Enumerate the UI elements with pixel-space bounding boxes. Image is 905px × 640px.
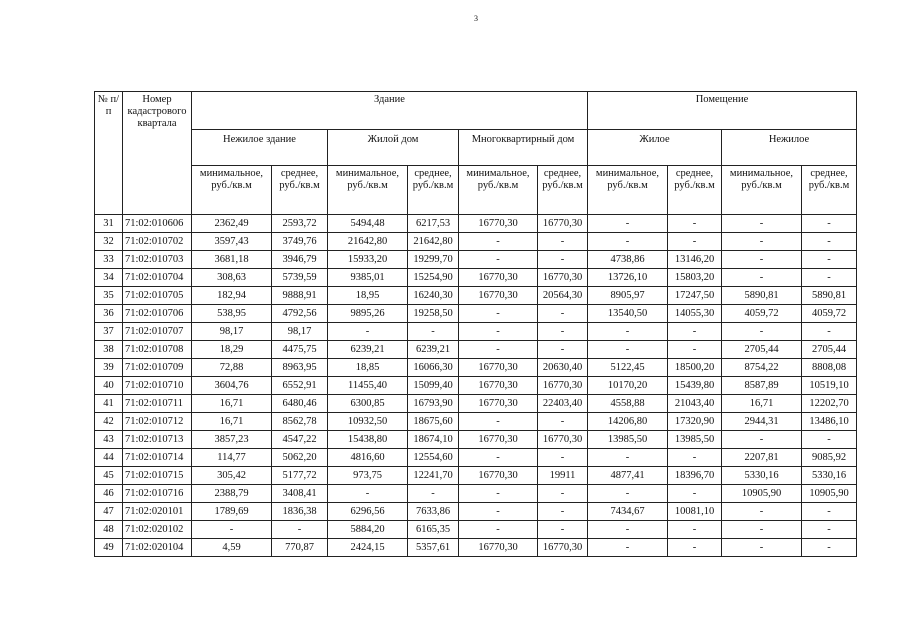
cell-residential-premises-min: 4558,88 xyxy=(588,395,668,413)
cell-nonresidential-premises-avg: - xyxy=(802,233,857,251)
cell-apartment-building-avg: - xyxy=(538,503,588,521)
cell-residential-premises-avg: - xyxy=(668,323,722,341)
cell-nonresidential-premises-avg: 2705,44 xyxy=(802,341,857,359)
cell-residential-premises-avg: 15439,80 xyxy=(668,377,722,395)
cell-residential-house-min: 4816,60 xyxy=(328,449,408,467)
cell-nonresidential-premises-min: - xyxy=(722,539,802,557)
cell-nonresidential-premises-avg: - xyxy=(802,521,857,539)
cell-nonresidential-premises-min: - xyxy=(722,431,802,449)
cell-apartment-building-min: 16770,30 xyxy=(459,215,538,233)
cell-cadastral: 71:02:020101 xyxy=(123,503,192,521)
cell-residential-premises-min: 10170,20 xyxy=(588,377,668,395)
cell-nonresidential-premises-avg: - xyxy=(802,539,857,557)
cell-residential-house-min: 10932,50 xyxy=(328,413,408,431)
cell-residential-house-avg: 6165,35 xyxy=(408,521,459,539)
header-number: № п/п xyxy=(95,92,123,215)
cell-apartment-building-avg: 22403,40 xyxy=(538,395,588,413)
cell-apartment-building-min: - xyxy=(459,341,538,359)
cell-cadastral: 71:02:010702 xyxy=(123,233,192,251)
cell-nonresidential-building-min: 4,59 xyxy=(192,539,272,557)
cell-residential-premises-min: 5122,45 xyxy=(588,359,668,377)
cell-nonresidential-building-avg: 3749,76 xyxy=(272,233,328,251)
cell-nonresidential-building-avg: 5739,59 xyxy=(272,269,328,287)
cell-number: 42 xyxy=(95,413,123,431)
cell-nonresidential-premises-avg: - xyxy=(802,323,857,341)
cell-apartment-building-avg: - xyxy=(538,251,588,269)
cell-nonresidential-building-avg: 3946,79 xyxy=(272,251,328,269)
header-nonresidential-premises: Нежилое xyxy=(722,130,857,166)
header-min-price: минимальное, руб./кв.м xyxy=(588,166,668,215)
table-row xyxy=(95,233,857,251)
cell-number: 34 xyxy=(95,269,123,287)
header-row-groups xyxy=(95,92,857,130)
cell-residential-premises-min: 13985,50 xyxy=(588,431,668,449)
header-nonresidential-building: Нежилое здание xyxy=(192,130,328,166)
cell-apartment-building-min: 16770,30 xyxy=(459,395,538,413)
cell-residential-premises-avg: 17320,90 xyxy=(668,413,722,431)
cell-number: 33 xyxy=(95,251,123,269)
cell-residential-house-avg: 6239,21 xyxy=(408,341,459,359)
cell-number: 39 xyxy=(95,359,123,377)
cell-nonresidential-building-avg: 4547,22 xyxy=(272,431,328,449)
cell-residential-house-avg: 18675,60 xyxy=(408,413,459,431)
cell-residential-house-min: 5884,20 xyxy=(328,521,408,539)
cell-cadastral: 71:02:010714 xyxy=(123,449,192,467)
cell-nonresidential-building-min: 18,29 xyxy=(192,341,272,359)
cell-cadastral: 71:02:010606 xyxy=(123,215,192,233)
cell-nonresidential-premises-min: - xyxy=(722,269,802,287)
cell-residential-premises-avg: 17247,50 xyxy=(668,287,722,305)
cell-nonresidential-premises-avg: 10519,10 xyxy=(802,377,857,395)
cell-residential-premises-min: 8905,97 xyxy=(588,287,668,305)
cell-nonresidential-building-avg: 98,17 xyxy=(272,323,328,341)
cell-residential-house-min: 18,95 xyxy=(328,287,408,305)
cell-residential-premises-min: - xyxy=(588,233,668,251)
cell-nonresidential-building-min: 3857,23 xyxy=(192,431,272,449)
cell-apartment-building-min: - xyxy=(459,413,538,431)
cell-nonresidential-building-avg: - xyxy=(272,521,328,539)
cell-number: 46 xyxy=(95,485,123,503)
cell-apartment-building-avg: 20564,30 xyxy=(538,287,588,305)
header-min-price: минимальное, руб./кв.м xyxy=(722,166,802,215)
cell-residential-premises-min: 4877,41 xyxy=(588,467,668,485)
cell-nonresidential-premises-min: - xyxy=(722,503,802,521)
cell-residential-house-avg: 6217,53 xyxy=(408,215,459,233)
cell-nonresidential-premises-min: 2944,31 xyxy=(722,413,802,431)
cell-apartment-building-avg: 16770,30 xyxy=(538,215,588,233)
cell-nonresidential-building-avg: 6480,46 xyxy=(272,395,328,413)
cell-nonresidential-building-avg: 4792,56 xyxy=(272,305,328,323)
table-row xyxy=(95,269,857,287)
cell-cadastral: 71:02:010712 xyxy=(123,413,192,431)
cell-apartment-building-avg: - xyxy=(538,305,588,323)
cell-nonresidential-building-min: 308,63 xyxy=(192,269,272,287)
cell-cadastral: 71:02:010708 xyxy=(123,341,192,359)
cell-nonresidential-premises-avg: 13486,10 xyxy=(802,413,857,431)
cell-residential-house-min: 18,85 xyxy=(328,359,408,377)
header-premises-group: Помещение xyxy=(588,92,857,130)
cell-apartment-building-avg: - xyxy=(538,341,588,359)
cell-nonresidential-premises-avg: 4059,72 xyxy=(802,305,857,323)
table-row xyxy=(95,413,857,431)
cell-residential-house-avg: 12554,60 xyxy=(408,449,459,467)
cell-residential-premises-avg: - xyxy=(668,539,722,557)
header-min-price: минимальное, руб./кв.м xyxy=(192,166,272,215)
cadastral-price-table xyxy=(94,91,857,557)
cell-apartment-building-avg: - xyxy=(538,233,588,251)
cell-number: 36 xyxy=(95,305,123,323)
cell-residential-house-min: - xyxy=(328,323,408,341)
cell-residential-house-avg: 7633,86 xyxy=(408,503,459,521)
cell-nonresidential-building-min: 98,17 xyxy=(192,323,272,341)
cell-nonresidential-building-min: 16,71 xyxy=(192,395,272,413)
cell-residential-premises-avg: - xyxy=(668,449,722,467)
cell-residential-premises-avg: 18500,20 xyxy=(668,359,722,377)
cell-nonresidential-premises-min: 16,71 xyxy=(722,395,802,413)
table-row xyxy=(95,395,857,413)
cell-number: 38 xyxy=(95,341,123,359)
cell-nonresidential-premises-avg: 5330,16 xyxy=(802,467,857,485)
cell-residential-house-min: 21642,80 xyxy=(328,233,408,251)
cell-residential-premises-avg: 15803,20 xyxy=(668,269,722,287)
cell-residential-house-avg: 16240,30 xyxy=(408,287,459,305)
header-residential-premises: Жилое xyxy=(588,130,722,166)
cell-apartment-building-min: - xyxy=(459,323,538,341)
cell-apartment-building-min: - xyxy=(459,485,538,503)
cell-nonresidential-premises-min: - xyxy=(722,215,802,233)
cell-number: 44 xyxy=(95,449,123,467)
cell-apartment-building-min: 16770,30 xyxy=(459,287,538,305)
cell-residential-house-min: 973,75 xyxy=(328,467,408,485)
cell-residential-house-min: 6296,56 xyxy=(328,503,408,521)
cell-apartment-building-avg: 19911 xyxy=(538,467,588,485)
cell-residential-house-min: 2424,15 xyxy=(328,539,408,557)
header-min-price: минимальное, руб./кв.м xyxy=(328,166,408,215)
cell-cadastral: 71:02:010716 xyxy=(123,485,192,503)
cell-nonresidential-building-min: 3597,43 xyxy=(192,233,272,251)
cell-cadastral: 71:02:010704 xyxy=(123,269,192,287)
cell-nonresidential-building-min: 114,77 xyxy=(192,449,272,467)
cell-residential-house-avg: 5357,61 xyxy=(408,539,459,557)
cell-nonresidential-building-avg: 5177,72 xyxy=(272,467,328,485)
cell-nonresidential-premises-min: 8587,89 xyxy=(722,377,802,395)
cell-nonresidential-building-min: - xyxy=(192,521,272,539)
cell-apartment-building-min: - xyxy=(459,233,538,251)
cell-nonresidential-premises-avg: - xyxy=(802,431,857,449)
cell-nonresidential-premises-avg: 8808,08 xyxy=(802,359,857,377)
cell-nonresidential-premises-avg: - xyxy=(802,215,857,233)
cell-nonresidential-building-avg: 770,87 xyxy=(272,539,328,557)
cell-apartment-building-avg: 20630,40 xyxy=(538,359,588,377)
cell-residential-house-min: 9385,01 xyxy=(328,269,408,287)
table-row xyxy=(95,485,857,503)
table-row xyxy=(95,539,857,557)
cell-nonresidential-building-avg: 1836,38 xyxy=(272,503,328,521)
table-body xyxy=(95,215,857,557)
cell-nonresidential-premises-avg: - xyxy=(802,503,857,521)
header-avg-price: среднее, руб./кв.м xyxy=(408,166,459,215)
cell-residential-house-min: 6300,85 xyxy=(328,395,408,413)
cell-cadastral: 71:02:010707 xyxy=(123,323,192,341)
cell-residential-premises-avg: - xyxy=(668,485,722,503)
cell-apartment-building-avg: - xyxy=(538,485,588,503)
header-avg-price: среднее, руб./кв.м xyxy=(538,166,588,215)
cell-nonresidential-building-min: 2388,79 xyxy=(192,485,272,503)
header-row-subgroups xyxy=(95,130,857,166)
cell-nonresidential-premises-min: 10905,90 xyxy=(722,485,802,503)
cell-residential-house-avg: 16793,90 xyxy=(408,395,459,413)
cell-apartment-building-min: 16770,30 xyxy=(459,359,538,377)
cell-cadastral: 71:02:020104 xyxy=(123,539,192,557)
cell-residential-premises-avg: - xyxy=(668,215,722,233)
cell-number: 47 xyxy=(95,503,123,521)
table-row xyxy=(95,287,857,305)
table-row xyxy=(95,503,857,521)
cell-residential-premises-avg: 13985,50 xyxy=(668,431,722,449)
cell-apartment-building-min: - xyxy=(459,449,538,467)
cell-nonresidential-building-min: 2362,49 xyxy=(192,215,272,233)
cell-residential-house-avg: 16066,30 xyxy=(408,359,459,377)
cell-residential-house-avg: 21642,80 xyxy=(408,233,459,251)
cell-apartment-building-min: 16770,30 xyxy=(459,467,538,485)
cell-number: 40 xyxy=(95,377,123,395)
cell-nonresidential-building-avg: 5062,20 xyxy=(272,449,328,467)
cell-nonresidential-premises-min: - xyxy=(722,521,802,539)
cell-nonresidential-building-min: 1789,69 xyxy=(192,503,272,521)
cell-residential-premises-min: - xyxy=(588,485,668,503)
cell-number: 31 xyxy=(95,215,123,233)
header-avg-price: среднее, руб./кв.м xyxy=(802,166,857,215)
cell-number: 43 xyxy=(95,431,123,449)
cell-cadastral: 71:02:010703 xyxy=(123,251,192,269)
cell-number: 49 xyxy=(95,539,123,557)
cell-residential-house-avg: 15099,40 xyxy=(408,377,459,395)
table-row xyxy=(95,215,857,233)
table-row xyxy=(95,431,857,449)
cell-apartment-building-avg: - xyxy=(538,521,588,539)
header-avg-price: среднее, руб./кв.м xyxy=(272,166,328,215)
cell-residential-premises-min: 7434,67 xyxy=(588,503,668,521)
cell-residential-house-avg: 15254,90 xyxy=(408,269,459,287)
cell-residential-house-avg: - xyxy=(408,485,459,503)
cell-residential-house-avg: 19299,70 xyxy=(408,251,459,269)
cell-residential-house-min: 9895,26 xyxy=(328,305,408,323)
cell-nonresidential-premises-avg: 12202,70 xyxy=(802,395,857,413)
cell-number: 32 xyxy=(95,233,123,251)
page-number: 3 xyxy=(474,14,478,23)
header-apartment-building: Многоквартирный дом xyxy=(459,130,588,166)
cell-nonresidential-premises-avg: 9085,92 xyxy=(802,449,857,467)
table-row xyxy=(95,305,857,323)
cell-residential-premises-min: - xyxy=(588,449,668,467)
cell-nonresidential-premises-min: 2705,44 xyxy=(722,341,802,359)
cell-nonresidential-premises-avg: 10905,90 xyxy=(802,485,857,503)
cell-residential-premises-avg: - xyxy=(668,521,722,539)
header-residential-house: Жилой дом xyxy=(328,130,459,166)
cell-apartment-building-min: 16770,30 xyxy=(459,431,538,449)
cell-nonresidential-premises-min: - xyxy=(722,233,802,251)
cell-apartment-building-min: - xyxy=(459,305,538,323)
cell-residential-premises-avg: 10081,10 xyxy=(668,503,722,521)
table-header xyxy=(95,92,857,215)
cell-cadastral: 71:02:020102 xyxy=(123,521,192,539)
cell-number: 35 xyxy=(95,287,123,305)
cell-nonresidential-premises-min: 2207,81 xyxy=(722,449,802,467)
table-row xyxy=(95,467,857,485)
cell-nonresidential-premises-min: 5330,16 xyxy=(722,467,802,485)
cell-apartment-building-avg: 16770,30 xyxy=(538,377,588,395)
cell-residential-premises-avg: - xyxy=(668,341,722,359)
cell-residential-house-min: - xyxy=(328,485,408,503)
table-row xyxy=(95,377,857,395)
table-row xyxy=(95,323,857,341)
cell-residential-premises-min: 13540,50 xyxy=(588,305,668,323)
cell-number: 41 xyxy=(95,395,123,413)
cell-apartment-building-avg: 16770,30 xyxy=(538,269,588,287)
cell-residential-house-avg: 19258,50 xyxy=(408,305,459,323)
cell-nonresidential-premises-min: 5890,81 xyxy=(722,287,802,305)
cell-cadastral: 71:02:010709 xyxy=(123,359,192,377)
cell-residential-house-avg: 18674,10 xyxy=(408,431,459,449)
cell-apartment-building-min: - xyxy=(459,521,538,539)
cell-residential-house-min: 11455,40 xyxy=(328,377,408,395)
cell-nonresidential-building-avg: 6552,91 xyxy=(272,377,328,395)
header-building-group: Здание xyxy=(192,92,588,130)
cell-cadastral: 71:02:010705 xyxy=(123,287,192,305)
cell-residential-premises-avg: 14055,30 xyxy=(668,305,722,323)
cell-number: 48 xyxy=(95,521,123,539)
cell-apartment-building-avg: - xyxy=(538,449,588,467)
header-min-price: минимальное, руб./кв.м xyxy=(459,166,538,215)
cell-apartment-building-min: 16770,30 xyxy=(459,377,538,395)
cell-residential-premises-min: - xyxy=(588,215,668,233)
cell-nonresidential-building-min: 305,42 xyxy=(192,467,272,485)
cell-apartment-building-avg: 16770,30 xyxy=(538,539,588,557)
cell-number: 45 xyxy=(95,467,123,485)
cell-nonresidential-building-avg: 2593,72 xyxy=(272,215,328,233)
cell-nonresidential-premises-min: 8754,22 xyxy=(722,359,802,377)
cell-nonresidential-premises-avg: 5890,81 xyxy=(802,287,857,305)
table-row xyxy=(95,521,857,539)
cell-nonresidential-premises-min: - xyxy=(722,323,802,341)
cell-nonresidential-premises-min: - xyxy=(722,251,802,269)
cell-nonresidential-building-min: 182,94 xyxy=(192,287,272,305)
cell-apartment-building-min: - xyxy=(459,503,538,521)
cell-residential-house-min: 15438,80 xyxy=(328,431,408,449)
cell-apartment-building-avg: - xyxy=(538,323,588,341)
table-row xyxy=(95,359,857,377)
cell-cadastral: 71:02:010711 xyxy=(123,395,192,413)
cell-residential-premises-avg: 21043,40 xyxy=(668,395,722,413)
cell-cadastral: 71:02:010713 xyxy=(123,431,192,449)
header-avg-price: среднее, руб./кв.м xyxy=(668,166,722,215)
table-row xyxy=(95,251,857,269)
table-row xyxy=(95,449,857,467)
cell-residential-premises-avg: - xyxy=(668,233,722,251)
cell-residential-house-min: 15933,20 xyxy=(328,251,408,269)
cell-residential-premises-min: 4738,86 xyxy=(588,251,668,269)
cell-residential-premises-min: - xyxy=(588,341,668,359)
cell-residential-premises-min: - xyxy=(588,323,668,341)
cell-residential-house-avg: 12241,70 xyxy=(408,467,459,485)
cell-apartment-building-min: 16770,30 xyxy=(459,539,538,557)
header-cadastral-number: Номер кадастрового квартала xyxy=(123,92,192,215)
header-row-measures xyxy=(95,166,857,215)
cell-residential-premises-min: - xyxy=(588,539,668,557)
cell-residential-premises-min: 14206,80 xyxy=(588,413,668,431)
table-row xyxy=(95,341,857,359)
cell-nonresidential-building-min: 538,95 xyxy=(192,305,272,323)
cell-number: 37 xyxy=(95,323,123,341)
cell-nonresidential-building-min: 3681,18 xyxy=(192,251,272,269)
cell-nonresidential-building-avg: 8562,78 xyxy=(272,413,328,431)
cell-residential-premises-avg: 18396,70 xyxy=(668,467,722,485)
cell-nonresidential-building-avg: 8963,95 xyxy=(272,359,328,377)
cell-nonresidential-building-min: 72,88 xyxy=(192,359,272,377)
cell-nonresidential-premises-avg: - xyxy=(802,269,857,287)
cell-apartment-building-min: - xyxy=(459,251,538,269)
cell-nonresidential-building-avg: 3408,41 xyxy=(272,485,328,503)
cell-apartment-building-min: 16770,30 xyxy=(459,269,538,287)
cell-cadastral: 71:02:010715 xyxy=(123,467,192,485)
cell-residential-house-avg: - xyxy=(408,323,459,341)
cell-nonresidential-building-avg: 9888,91 xyxy=(272,287,328,305)
cell-residential-premises-min: 13726,10 xyxy=(588,269,668,287)
cell-apartment-building-avg: 16770,30 xyxy=(538,431,588,449)
cell-nonresidential-building-min: 16,71 xyxy=(192,413,272,431)
cell-nonresidential-building-min: 3604,76 xyxy=(192,377,272,395)
cell-apartment-building-avg: - xyxy=(538,413,588,431)
cell-nonresidential-premises-avg: - xyxy=(802,251,857,269)
cell-cadastral: 71:02:010706 xyxy=(123,305,192,323)
cell-residential-premises-avg: 13146,20 xyxy=(668,251,722,269)
cell-nonresidential-premises-min: 4059,72 xyxy=(722,305,802,323)
cell-nonresidential-building-avg: 4475,75 xyxy=(272,341,328,359)
cell-residential-house-min: 5494,48 xyxy=(328,215,408,233)
cell-residential-house-min: 6239,21 xyxy=(328,341,408,359)
cell-residential-premises-min: - xyxy=(588,521,668,539)
cell-cadastral: 71:02:010710 xyxy=(123,377,192,395)
